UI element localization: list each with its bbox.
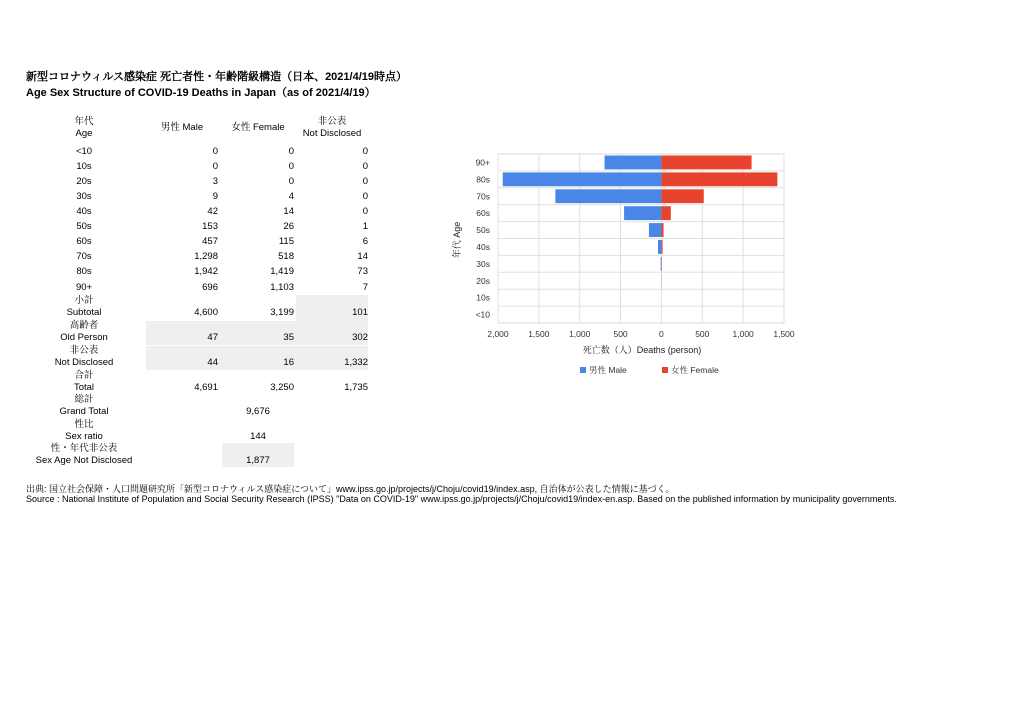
notdisc-label-en: Not Disclosed bbox=[54, 357, 114, 368]
x-tick-label: 2,000 bbox=[487, 329, 509, 339]
row-nd: 0 bbox=[362, 161, 368, 172]
row-age: 60s bbox=[76, 236, 92, 247]
row-male: 42 bbox=[207, 206, 218, 217]
y-tick-label: 60s bbox=[476, 208, 490, 219]
row-nd: 73 bbox=[357, 266, 368, 277]
header-nd-en: Not Disclosed bbox=[302, 128, 362, 139]
bar-male bbox=[605, 156, 662, 170]
notdisc-female: 16 bbox=[283, 357, 294, 368]
grand-label-en: Grand Total bbox=[59, 406, 109, 417]
y-axis-title: 年代 Age bbox=[452, 221, 462, 259]
x-tick-label: 1,500 bbox=[773, 329, 795, 339]
bar-female bbox=[661, 172, 777, 186]
old-female: 35 bbox=[283, 332, 294, 343]
subtotal-male: 4,600 bbox=[194, 307, 218, 318]
header-female: 女性 Female bbox=[231, 122, 285, 133]
row-male: 3 bbox=[212, 176, 218, 187]
row-female: 115 bbox=[278, 236, 294, 247]
x-tick-label: 1,000 bbox=[569, 329, 591, 339]
total-nd: 1,735 bbox=[344, 382, 368, 393]
total-label-en: Total bbox=[73, 382, 95, 393]
bar-female bbox=[661, 156, 751, 170]
row-nd: 0 bbox=[362, 176, 368, 187]
sexage-value: 1,877 bbox=[246, 455, 270, 466]
x-tick-label: 500 bbox=[613, 329, 628, 339]
sexage-label-en: Sex Age Not Disclosed bbox=[35, 455, 133, 466]
bar-male bbox=[649, 223, 662, 237]
y-tick-label: 30s bbox=[476, 258, 490, 269]
row-male: 0 bbox=[212, 161, 218, 172]
row-age: <10 bbox=[75, 146, 93, 157]
bar-female bbox=[661, 206, 670, 220]
title-english: Age Sex Structure of COVID-19 Deaths in Japan（as of 2021/4/19） bbox=[26, 87, 376, 99]
row-male: 696 bbox=[202, 282, 218, 293]
row-nd: 0 bbox=[362, 206, 368, 217]
title-japanese: 新型コロナウィルス感染症 死亡者性・年齢階級構造（日本、2021/4/19時点） bbox=[26, 71, 407, 83]
x-tick-label: 500 bbox=[695, 329, 710, 339]
legend-swatch bbox=[662, 367, 668, 373]
row-age: 40s bbox=[76, 206, 92, 217]
header-male: 男性 Male bbox=[160, 122, 204, 133]
header-age-ja: 年代 bbox=[74, 116, 94, 127]
notdisc-label-ja: 非公表 bbox=[69, 345, 99, 356]
old-nd: 302 bbox=[352, 332, 368, 343]
row-nd: 14 bbox=[357, 251, 368, 262]
row-female: 26 bbox=[283, 221, 294, 232]
row-female: 0 bbox=[288, 176, 294, 187]
row-female: 1,419 bbox=[270, 266, 294, 277]
row-age: 50s bbox=[76, 221, 92, 232]
row-male: 0 bbox=[212, 146, 218, 157]
row-male: 1,298 bbox=[194, 251, 218, 262]
y-tick-label: 50s bbox=[476, 225, 490, 236]
subtotal-label-en: Subtotal bbox=[66, 307, 102, 318]
grand-label-ja: 総計 bbox=[74, 394, 94, 405]
row-age: 80s bbox=[76, 266, 92, 277]
bar-male bbox=[503, 172, 662, 186]
row-female: 14 bbox=[283, 206, 294, 217]
x-tick-label: 0 bbox=[659, 329, 664, 339]
row-male: 457 bbox=[202, 236, 218, 247]
source-english: Source : National Institute of Population and Social Security Research (IPSS) "Data on COVID-19" www.ipss.go.jp/projects/j/Choju/covid19/index-en.asp. Based on the published information by municipality governments. bbox=[26, 494, 897, 504]
subtotal-nd: 101 bbox=[352, 307, 368, 318]
row-age: 70s bbox=[76, 251, 92, 262]
y-tick-label: 70s bbox=[476, 191, 490, 202]
x-axis-title: 死亡数（人）Deaths (person) bbox=[582, 345, 702, 355]
bar-female bbox=[661, 223, 663, 237]
row-nd: 0 bbox=[362, 146, 368, 157]
legend-swatch bbox=[580, 367, 586, 373]
y-tick-label: 10s bbox=[476, 292, 490, 303]
bar-female bbox=[661, 240, 662, 254]
row-female: 1,103 bbox=[270, 282, 294, 293]
row-male: 9 bbox=[212, 191, 218, 202]
bar-male bbox=[658, 240, 661, 254]
total-label-ja: 合計 bbox=[74, 370, 94, 381]
row-male: 153 bbox=[202, 221, 218, 232]
y-tick-label: 40s bbox=[476, 241, 490, 252]
row-age: 90+ bbox=[75, 282, 93, 293]
ratio-value: 144 bbox=[250, 431, 266, 442]
row-female: 518 bbox=[278, 251, 294, 262]
bar-male bbox=[555, 189, 661, 203]
row-nd: 7 bbox=[362, 282, 368, 293]
row-age: 10s bbox=[76, 161, 92, 172]
y-tick-label: 90+ bbox=[475, 157, 490, 168]
notdisc-male: 44 bbox=[207, 357, 218, 368]
source-japanese: 出典: 国立社会保障・人口問題研究所「新型コロナウィルス感染症について」www.ipss.go.jp/projects/j/Choju/covid19/index.asp, 自治体が公表した情報に基づく。 bbox=[26, 484, 675, 494]
legend-label: 女性 Female bbox=[671, 365, 719, 375]
ratio-label-ja: 性比 bbox=[74, 419, 94, 430]
total-female: 3,250 bbox=[270, 382, 294, 393]
row-nd: 1 bbox=[362, 221, 368, 232]
y-tick-label: 20s bbox=[476, 275, 490, 286]
notdisc-nd: 1,332 bbox=[344, 357, 368, 368]
sexage-label-ja: 性・年代非公表 bbox=[50, 443, 118, 454]
row-age: 20s bbox=[76, 176, 92, 187]
old-label-ja: 高齢者 bbox=[69, 320, 99, 331]
row-male: 1,942 bbox=[194, 266, 218, 277]
y-tick-label: <10 bbox=[475, 309, 490, 320]
row-female: 4 bbox=[288, 191, 294, 202]
row-nd: 6 bbox=[362, 236, 368, 247]
x-tick-label: 1,000 bbox=[732, 329, 754, 339]
subtotal-label-ja: 小計 bbox=[74, 295, 94, 306]
y-tick-label: 80s bbox=[476, 174, 490, 185]
total-male: 4,691 bbox=[194, 382, 218, 393]
old-male: 47 bbox=[207, 332, 218, 343]
row-nd: 0 bbox=[362, 191, 368, 202]
row-female: 0 bbox=[288, 146, 294, 157]
row-age: 30s bbox=[76, 191, 92, 202]
ratio-label-en: Sex ratio bbox=[65, 431, 103, 442]
subtotal-female: 3,199 bbox=[270, 307, 294, 318]
x-tick-label: 1,500 bbox=[528, 329, 550, 339]
grand-value: 9,676 bbox=[246, 406, 270, 417]
old-label-en: Old Person bbox=[60, 332, 108, 343]
row-female: 0 bbox=[288, 161, 294, 172]
header-age-en: Age bbox=[75, 128, 93, 139]
legend-label: 男性 Male bbox=[589, 365, 627, 375]
bar-female bbox=[661, 189, 703, 203]
header-nd-ja: 非公表 bbox=[317, 116, 347, 127]
bar-male bbox=[624, 206, 661, 220]
bar-male bbox=[661, 257, 662, 271]
